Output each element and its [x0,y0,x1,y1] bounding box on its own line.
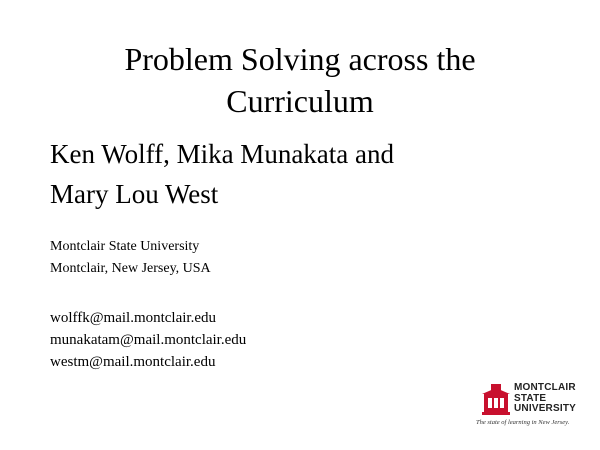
logo-tagline: The state of learning in New Jersey. [476,419,570,426]
affiliation-line-1: Montclair State University [50,239,200,254]
email-address: munakatam@mail.montclair.edu [50,332,247,348]
logo-line-1: MONTCLAIR [514,382,576,393]
affiliation-line-2: Montclair, New Jersey, USA [50,261,211,276]
affiliation [50,236,211,280]
slide-title-line-1: Problem Solving across the [124,41,476,77]
email-list [50,307,246,373]
slide-title [60,38,540,122]
authors [50,134,550,214]
authors-line-1: Ken Wolff, Mika Munakata and [50,139,394,169]
logo-line-2: STATE [514,392,547,404]
email-address: wolffk@mail.montclair.edu [50,310,217,326]
university-logo [474,382,589,432]
slide-title-line-2: Curriculum [226,83,374,119]
logo-wordmark [514,383,576,415]
logo-line-3: UNIVERSITY [514,403,577,414]
authors-line-2: Mary Lou West [50,179,219,209]
university-tower-icon [480,382,512,416]
email-address: westm@mail.montclair.edu [50,354,216,370]
